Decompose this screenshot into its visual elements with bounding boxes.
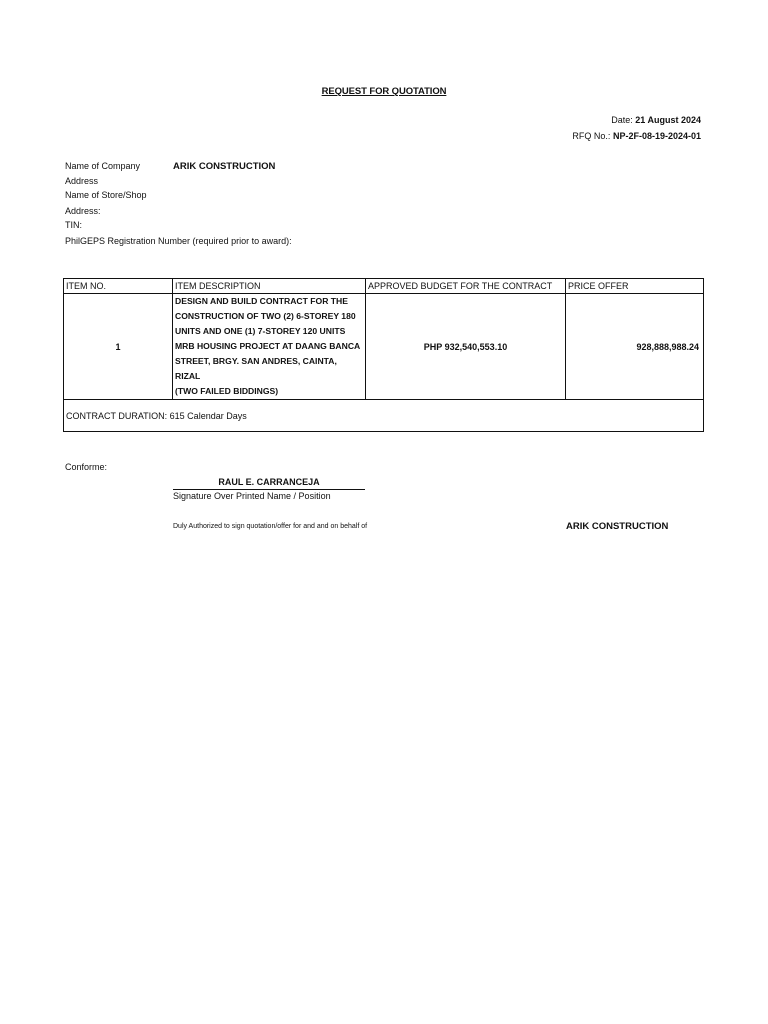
contract-duration: CONTRACT DURATION: 615 Calendar Days: [64, 400, 704, 432]
date-value: 21 August 2024: [635, 115, 701, 125]
description-line: MRB HOUSING PROJECT AT DAANG BANCA: [175, 341, 361, 351]
address-label: Address: [65, 176, 99, 186]
rfq-number-line: [572, 131, 701, 141]
company-name-label: Name of Company: [65, 161, 141, 171]
approved-budget-value: PHP 932,540,553.10: [366, 294, 566, 400]
description-line: UNITS AND ONE (1) 7-STOREY 120 UNITS: [175, 326, 346, 336]
header-item-no: ITEM NO.: [64, 279, 173, 294]
date-label: Date:: [611, 115, 633, 125]
company-name-value: ARIK CONSTRUCTION: [173, 161, 276, 172]
table-header-row: [64, 279, 704, 294]
header-item-description: ITEM DESCRIPTION: [173, 279, 366, 294]
authorized-company: ARIK CONSTRUCTION: [566, 521, 669, 532]
store-name-label: Name of Store/Shop: [65, 190, 147, 200]
philgeps-label: PhilGEPS Registration Number (required prior to award):: [65, 236, 292, 246]
description-line: DESIGN AND BUILD CONTRACT FOR THE: [175, 296, 348, 306]
description-line: CONSTRUCTION OF TWO (2) 6-STOREY 180: [175, 311, 356, 321]
store-address-label: Address:: [65, 206, 101, 216]
document-title: REQUEST FOR QUOTATION: [321, 86, 447, 97]
price-offer-value: 928,888,988.24: [566, 294, 704, 400]
authorization-text: Duly Authorized to sign quotation/offer for and and on behalf of: [173, 523, 368, 530]
description-line: STREET, BRGY. SAN ANDRES, CAINTA, RIZAL: [175, 356, 337, 381]
item-description: [173, 294, 366, 400]
header-approved-budget: APPROVED BUDGET FOR THE CONTRACT: [366, 279, 566, 294]
signature-line: [173, 489, 365, 490]
table-row: [64, 294, 704, 400]
contract-duration-row: [64, 400, 704, 432]
signature-caption: Signature Over Printed Name / Position: [173, 491, 331, 501]
item-number: 1: [64, 294, 173, 400]
header-price-offer: PRICE OFFER: [566, 279, 704, 294]
description-line: (TWO FAILED BIDDINGS): [175, 386, 279, 396]
tin-label: TIN:: [65, 220, 82, 230]
rfq-label: RFQ No.:: [572, 131, 611, 141]
signatory-name: RAUL E. CARRANCEJA: [218, 477, 320, 487]
conforme-label: Conforme:: [65, 462, 108, 472]
date-line: [611, 115, 701, 125]
quotation-table: [63, 278, 704, 432]
rfq-value: NP-2F-08-19-2024-01: [612, 131, 701, 141]
